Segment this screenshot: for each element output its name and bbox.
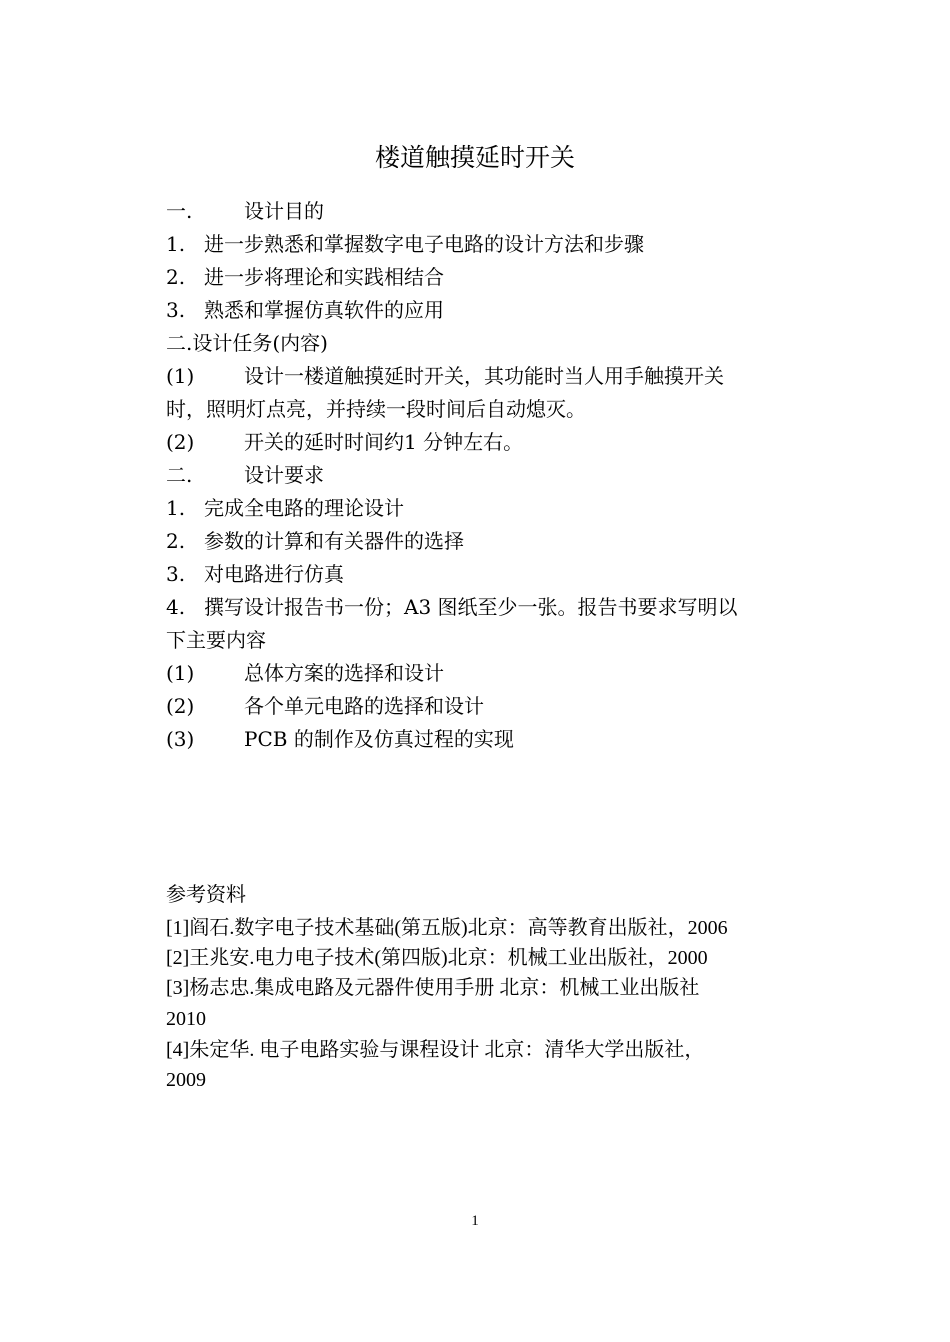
list-item: 3. 对电路进行仿真 — [166, 562, 344, 586]
section-heading-requirements — [166, 462, 806, 488]
list-item: 2. 参数的计算和有关器件的选择 — [166, 529, 464, 553]
references-heading: 参考资料 — [166, 884, 246, 906]
section-title: 设计要求 — [244, 463, 324, 487]
reference-line: [4]朱定华. 电子电路实验与课程设计 北京：清华大学出版社， — [166, 1039, 705, 1061]
list-item-continuation: 时，照明灯点亮，并持续一段时间后自动熄灭。 — [166, 397, 586, 421]
document-title: 楼道触摸延时开关 — [374, 143, 575, 172]
list-item: (2) 开关的延时时间约1 分钟左右。 — [166, 430, 524, 454]
section-marker: 一. — [166, 199, 193, 223]
section-title: 设计目的 — [244, 199, 324, 223]
section-marker: 二. — [166, 463, 193, 487]
reference-line: [2]王兆安.电力电子技术(第四版)北京：机械工业出版社，2000 — [166, 947, 708, 969]
list-item: (1) 设计一楼道触摸延时开关，其功能时当人用手触摸开关 — [166, 364, 724, 388]
list-item: 2. 进一步将理论和实践相结合 — [166, 265, 444, 289]
reference-line: 2009 — [166, 1069, 206, 1091]
reference-line: [3]杨志忠.集成电路及元器件使用手册 北京：机械工业出版社 — [166, 977, 700, 999]
list-item: 1. 完成全电路的理论设计 — [166, 496, 404, 520]
section-heading-purpose — [166, 198, 806, 224]
list-item: 4. 撰写设计报告书一份；A3 图纸至少一张。报告书要求写明以 — [166, 595, 738, 619]
reference-line: 2010 — [166, 1008, 206, 1030]
reference-line: [1]阎石.数字电子技术基础(第五版)北京：高等教育出版社，2006 — [166, 917, 728, 939]
sub-list-item: (3) PCB 的制作及仿真过程的实现 — [166, 727, 514, 751]
section-heading-task: 二.设计任务(内容) — [166, 331, 328, 355]
sub-list-item: (1) 总体方案的选择和设计 — [166, 661, 444, 685]
list-item: 3. 熟悉和掌握仿真软件的应用 — [166, 298, 444, 322]
list-item: 1. 进一步熟悉和掌握数字电子电路的设计方法和步骤 — [166, 232, 644, 256]
sub-list-item: (2) 各个单元电路的选择和设计 — [166, 694, 484, 718]
list-item-continuation: 下主要内容 — [166, 628, 266, 652]
page-number: 1 — [471, 1213, 479, 1229]
